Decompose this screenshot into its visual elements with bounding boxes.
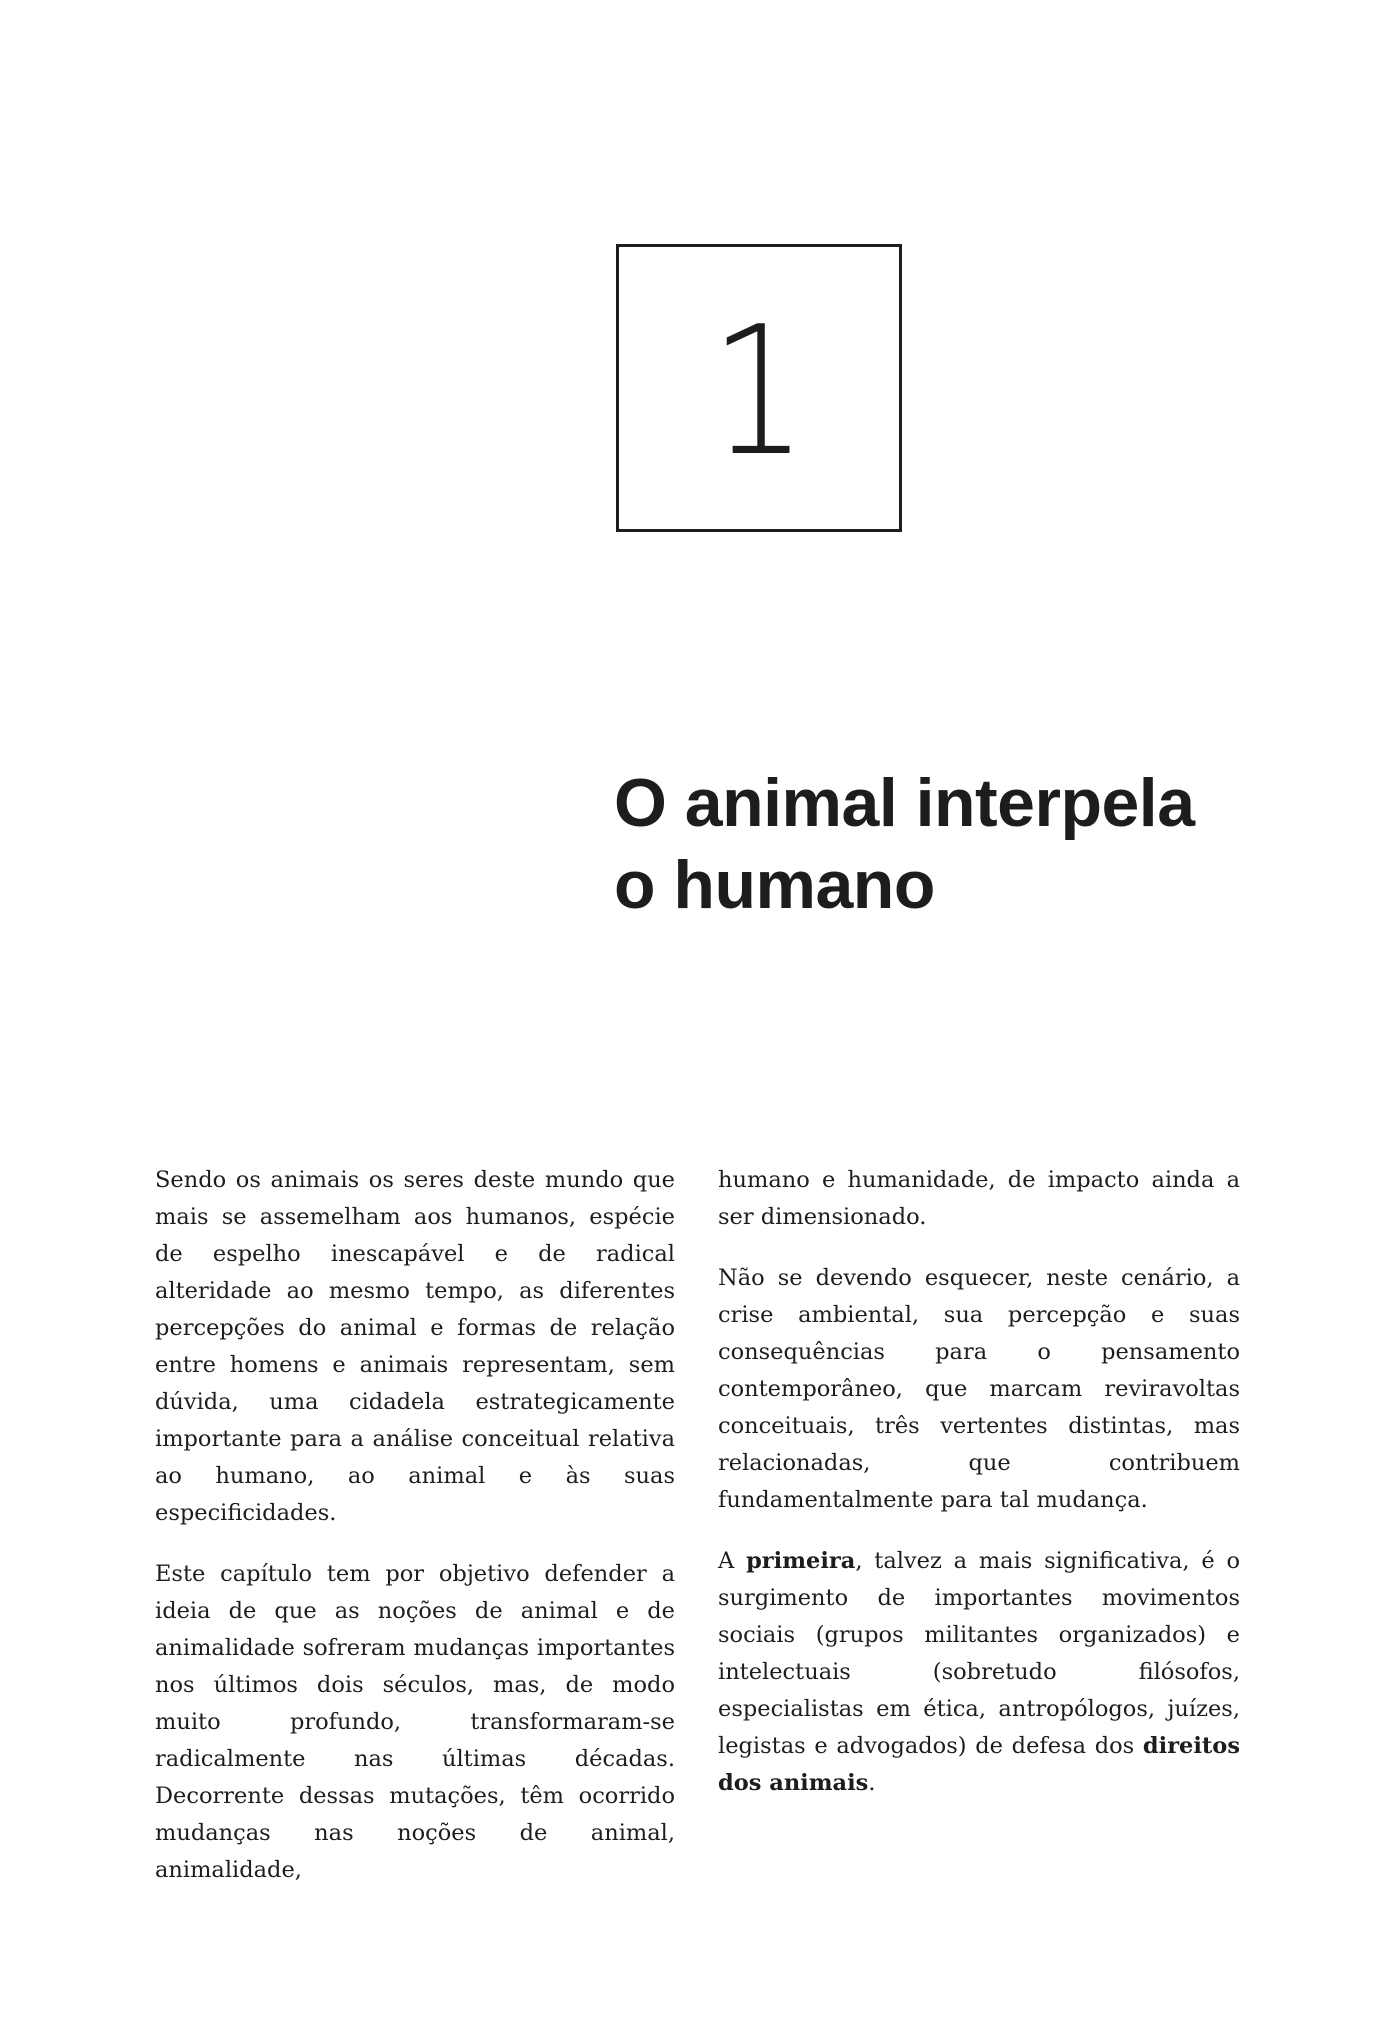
chapter-title-line-2: o humano — [614, 847, 935, 923]
left-text-column — [155, 1162, 675, 1913]
chapter-title-line-1: O animal interpela — [614, 765, 1195, 841]
right-paragraph-3-text-c: . — [868, 1770, 876, 1796]
emphasis-primeira: primeira — [746, 1548, 856, 1574]
chapter-number-box — [616, 244, 902, 532]
right-paragraph-3-text-a: A — [718, 1548, 747, 1574]
emphasis-direitos-dos-animais: direitos dos animais — [718, 1733, 1240, 1796]
right-paragraph-3-text-b: , talvez a mais significativa, é o surgimento de importantes movimentos sociais (grupos militantes organizados) e intelectuais (sobretudo filósofos, especialistas em ética, antropólogos, juízes, legistas e advogados) de defesa dos — [718, 1548, 1240, 1759]
left-paragraph-1: Sendo os animais os seres deste mundo que mais se assemelham aos humanos, espécie de espelho inescapável e de radical alteridade ao mesmo tempo, as diferentes percepções do animal e formas de relação entre homens e animais representam, sem dúvida, uma cidadela estrategicamente importante para a análise conceitual relativa ao humano, ao animal e às suas especificidades. — [155, 1167, 675, 1526]
right-text-column — [718, 1162, 1240, 1826]
left-paragraph-2: Este capítulo tem por objetivo defender a ideia de que as noções de animal e de animalidade sofreram mudanças importantes nos últimos dois séculos, mas, de modo muito profundo, transformaram-se radicalmente nas últimas décadas. Decorrente dessas mutações, têm ocorrido mudanças nas noções de animal, animalidade, — [155, 1561, 675, 1883]
chapter-title — [614, 762, 1334, 926]
right-paragraph-3 — [718, 1543, 1240, 1802]
right-paragraph-1: humano e humanidade, de impacto ainda a ser dimensionado. — [718, 1167, 1240, 1230]
right-paragraph-2: Não se devendo esquecer, neste cenário, a crise ambiental, sua percepção e suas consequências para o pensamento contemporâneo, que marcam reviravoltas conceituais, três vertentes distintas, mas relacionadas, que contribuem fundamentalmente para tal mudança. — [718, 1265, 1240, 1513]
chapter-number: 1 — [710, 288, 808, 495]
